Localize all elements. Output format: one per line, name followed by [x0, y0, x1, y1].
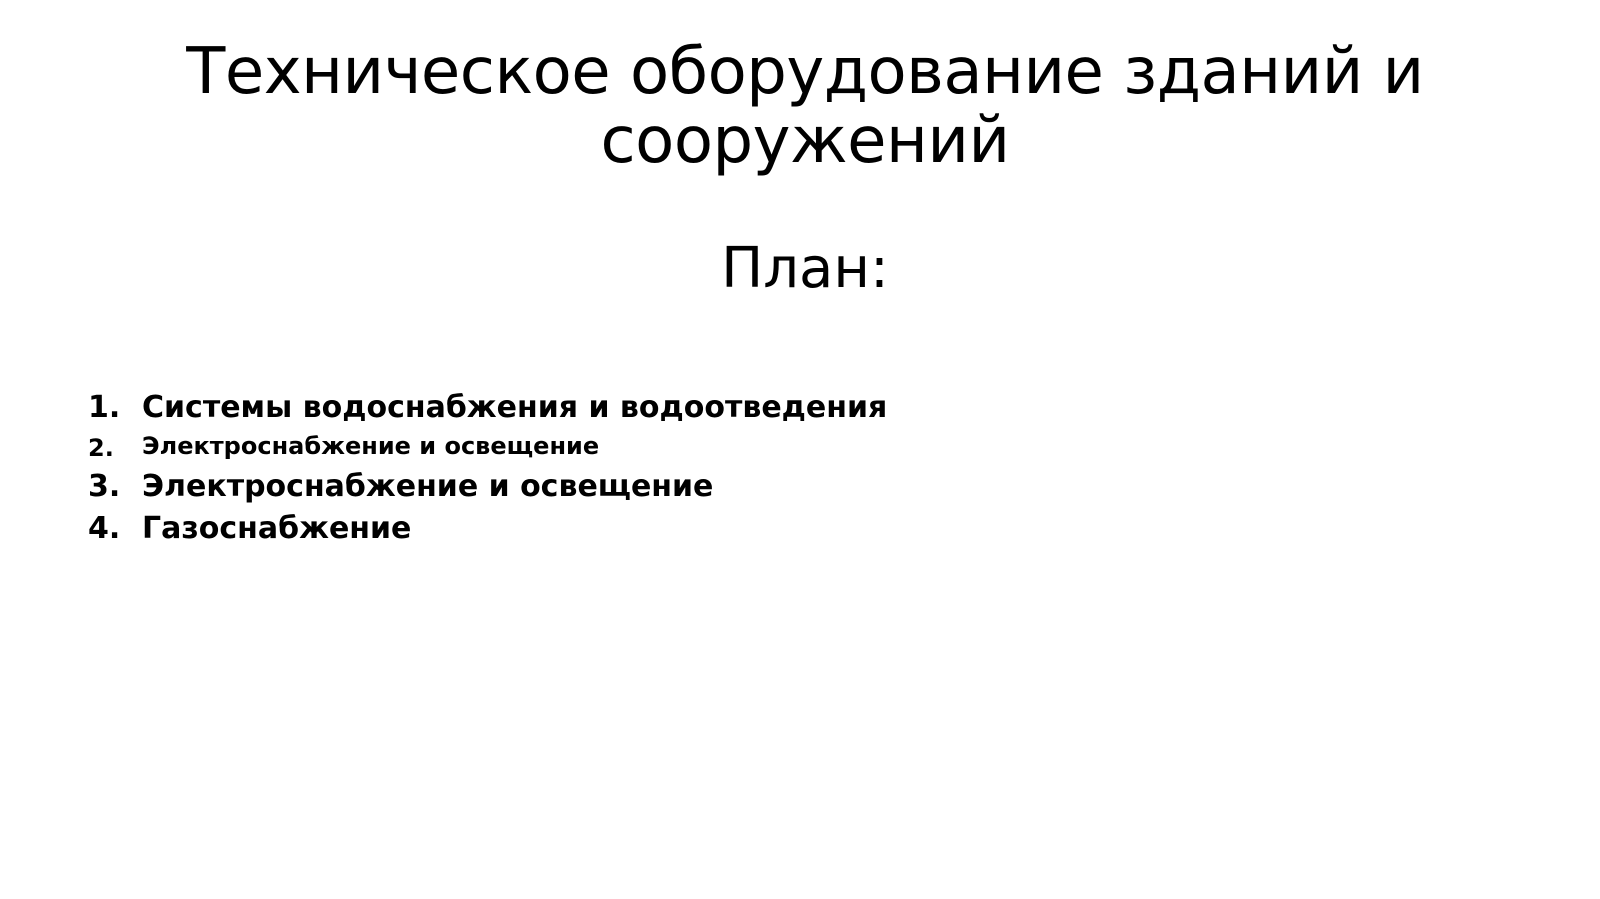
list-item-label: Электроснабжение и освещение [142, 469, 714, 505]
list-item [88, 467, 988, 507]
list-item-label: Системы водоснабжения и водоотведения [142, 390, 888, 425]
slide-subtitle: План: [721, 236, 889, 301]
list-item-label: Газоснабжение [142, 510, 412, 546]
list-item [88, 388, 988, 428]
list-item-label: Электроснабжение и освещение [142, 431, 600, 460]
list-item-number: 1. [88, 390, 121, 425]
list-item [88, 509, 988, 549]
list-item-number: 2. [88, 433, 114, 462]
list-item [88, 430, 988, 466]
list-item-number: 4. [88, 510, 121, 546]
title-block [120, 35, 1490, 179]
page-title: Техническое оборудование зданий и сооружений [186, 35, 1424, 179]
list-item-number: 3. [88, 469, 121, 505]
plan-list [88, 388, 988, 550]
subtitle-block [120, 238, 1490, 300]
